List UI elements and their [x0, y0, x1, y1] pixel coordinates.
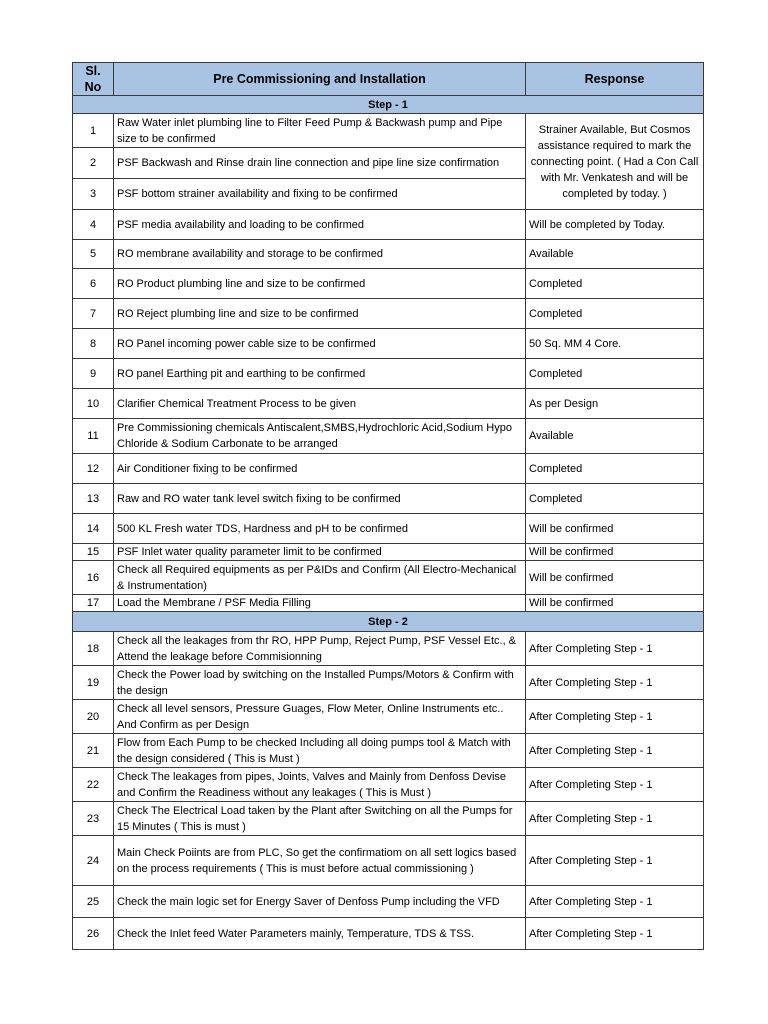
row-response: After Completing Step - 1 — [526, 802, 704, 836]
row-item: Check The Electrical Load taken by the Plant after Switching on all the Pumps for 15 Minutes ( This is must ) — [114, 802, 526, 836]
row-response: Will be confirmed — [526, 514, 704, 544]
table-row — [73, 114, 704, 148]
table-row — [73, 269, 704, 299]
row-number: 21 — [73, 734, 114, 768]
row-item: PSF bottom strainer availability and fixing to be confirmed — [114, 179, 526, 210]
row-item: RO Product plumbing line and size to be confirmed — [114, 269, 526, 299]
step2-label: Step - 2 — [73, 612, 704, 632]
row-item: Flow from Each Pump to be checked Including all doing pumps tool & Match with the design considered ( This is Must ) — [114, 734, 526, 768]
row-item: Check all the leakages from thr RO, HPP Pump, Reject Pump, PSF Vessel Etc., & Attend the leakage before Commisionning — [114, 632, 526, 666]
row-number: 20 — [73, 700, 114, 734]
row-response: As per Design — [526, 389, 704, 419]
row-number: 26 — [73, 918, 114, 950]
row-number: 14 — [73, 514, 114, 544]
row-item: Load the Membrane / PSF Media Filling — [114, 595, 526, 612]
row-response: Will be confirmed — [526, 544, 704, 561]
row-item: Clarifier Chemical Treatment Process to be given — [114, 389, 526, 419]
table-row — [73, 632, 704, 666]
row-number: 6 — [73, 269, 114, 299]
merged-response: Strainer Available, But Cosmos assistance required to mark the connecting point. ( Had a Con Call with Mr. Venkatesh and will be completed by today. ) — [526, 114, 704, 210]
step1-header-row — [73, 96, 704, 114]
table-body — [73, 96, 704, 950]
row-item: RO membrane availability and storage to be confirmed — [114, 240, 526, 269]
row-number: 10 — [73, 389, 114, 419]
row-item: Raw Water inlet plumbing line to Filter Feed Pump & Backwash pump and Pipe size to be confirmed — [114, 114, 526, 148]
header-sl-no: Sl. No — [73, 63, 114, 96]
table-row — [73, 768, 704, 802]
row-number: 18 — [73, 632, 114, 666]
commissioning-table — [72, 62, 704, 950]
row-number: 4 — [73, 210, 114, 240]
row-item: PSF Backwash and Rinse drain line connection and pipe line size confirmation — [114, 148, 526, 179]
row-item: Check the main logic set for Energy Saver of Denfoss Pump including the VFD — [114, 886, 526, 918]
row-response: Completed — [526, 269, 704, 299]
row-item: Check the Power load by switching on the Installed Pumps/Motors & Confirm with the design — [114, 666, 526, 700]
step2-header-row — [73, 612, 704, 632]
row-item: Air Conditioner fixing to be confirmed — [114, 454, 526, 484]
table-row — [73, 359, 704, 389]
table-row — [73, 836, 704, 886]
row-response: Will be completed by Today. — [526, 210, 704, 240]
row-number: 1 — [73, 114, 114, 148]
table-row — [73, 544, 704, 561]
row-response: After Completing Step - 1 — [526, 666, 704, 700]
table-row — [73, 329, 704, 359]
row-number: 17 — [73, 595, 114, 612]
row-response: Completed — [526, 359, 704, 389]
row-number: 25 — [73, 886, 114, 918]
table-row — [73, 299, 704, 329]
row-response: 50 Sq. MM 4 Core. — [526, 329, 704, 359]
table-row — [73, 918, 704, 950]
row-number: 7 — [73, 299, 114, 329]
row-response: Available — [526, 240, 704, 269]
row-response: After Completing Step - 1 — [526, 886, 704, 918]
row-number: 2 — [73, 148, 114, 179]
row-number: 15 — [73, 544, 114, 561]
row-item: PSF Inlet water quality parameter limit to be confirmed — [114, 544, 526, 561]
table-row — [73, 210, 704, 240]
row-response: Available — [526, 419, 704, 454]
table-row — [73, 484, 704, 514]
row-item: Check all level sensors, Pressure Guages, Flow Meter, Online Instruments etc.. And Confirm as per Design — [114, 700, 526, 734]
row-number: 13 — [73, 484, 114, 514]
row-number: 9 — [73, 359, 114, 389]
row-number: 8 — [73, 329, 114, 359]
row-item: Pre Commissioning chemicals Antiscalent,SMBS,Hydrochloric Acid,Sodium Hypo Chloride & Sodium Carbonate to be arranged — [114, 419, 526, 454]
row-item: Check all Required equipments as per P&IDs and Confirm (All Electro-Mechanical & Instrumentation) — [114, 561, 526, 595]
table-row — [73, 666, 704, 700]
row-item: Check The leakages from pipes, Joints, Valves and Mainly from Denfoss Devise and Confirm the Readiness without any leakages ( This is Must ) — [114, 768, 526, 802]
row-response: Completed — [526, 484, 704, 514]
row-number: 16 — [73, 561, 114, 595]
row-number: 11 — [73, 419, 114, 454]
row-response: Will be confirmed — [526, 561, 704, 595]
row-number: 19 — [73, 666, 114, 700]
row-item: RO Reject plumbing line and size to be confirmed — [114, 299, 526, 329]
table-row — [73, 240, 704, 269]
row-item: PSF media availability and loading to be confirmed — [114, 210, 526, 240]
table-row — [73, 886, 704, 918]
header-row — [73, 63, 704, 96]
header-response: Response — [526, 63, 704, 96]
row-number: 5 — [73, 240, 114, 269]
row-number: 24 — [73, 836, 114, 886]
row-number: 12 — [73, 454, 114, 484]
row-response: After Completing Step - 1 — [526, 918, 704, 950]
row-response: After Completing Step - 1 — [526, 836, 704, 886]
row-item: Check the Inlet feed Water Parameters mainly, Temperature, TDS & TSS. — [114, 918, 526, 950]
row-item: RO panel Earthing pit and earthing to be confirmed — [114, 359, 526, 389]
step1-label: Step - 1 — [73, 96, 704, 114]
row-item: RO Panel incoming power cable size to be confirmed — [114, 329, 526, 359]
row-response: After Completing Step - 1 — [526, 700, 704, 734]
row-item: Raw and RO water tank level switch fixing to be confirmed — [114, 484, 526, 514]
row-response: Completed — [526, 299, 704, 329]
table-row — [73, 561, 704, 595]
table-row — [73, 700, 704, 734]
row-response: After Completing Step - 1 — [526, 734, 704, 768]
row-number: 23 — [73, 802, 114, 836]
row-response: After Completing Step - 1 — [526, 768, 704, 802]
table-row — [73, 389, 704, 419]
row-number: 3 — [73, 179, 114, 210]
row-response: Will be confirmed — [526, 595, 704, 612]
row-item: 500 KL Fresh water TDS, Hardness and pH to be confirmed — [114, 514, 526, 544]
row-item: Main Check Poiints are from PLC, So get the confirmatiom on all sett logics based on the process requirements ( This is must before actual commissioning ) — [114, 836, 526, 886]
row-response: Completed — [526, 454, 704, 484]
row-number: 22 — [73, 768, 114, 802]
row-response: After Completing Step - 1 — [526, 632, 704, 666]
header-pre-commissioning: Pre Commissioning and Installation — [114, 63, 526, 96]
table-row — [73, 802, 704, 836]
table-row — [73, 514, 704, 544]
table-row — [73, 734, 704, 768]
table-row — [73, 454, 704, 484]
table-row — [73, 419, 704, 454]
table-row — [73, 595, 704, 612]
